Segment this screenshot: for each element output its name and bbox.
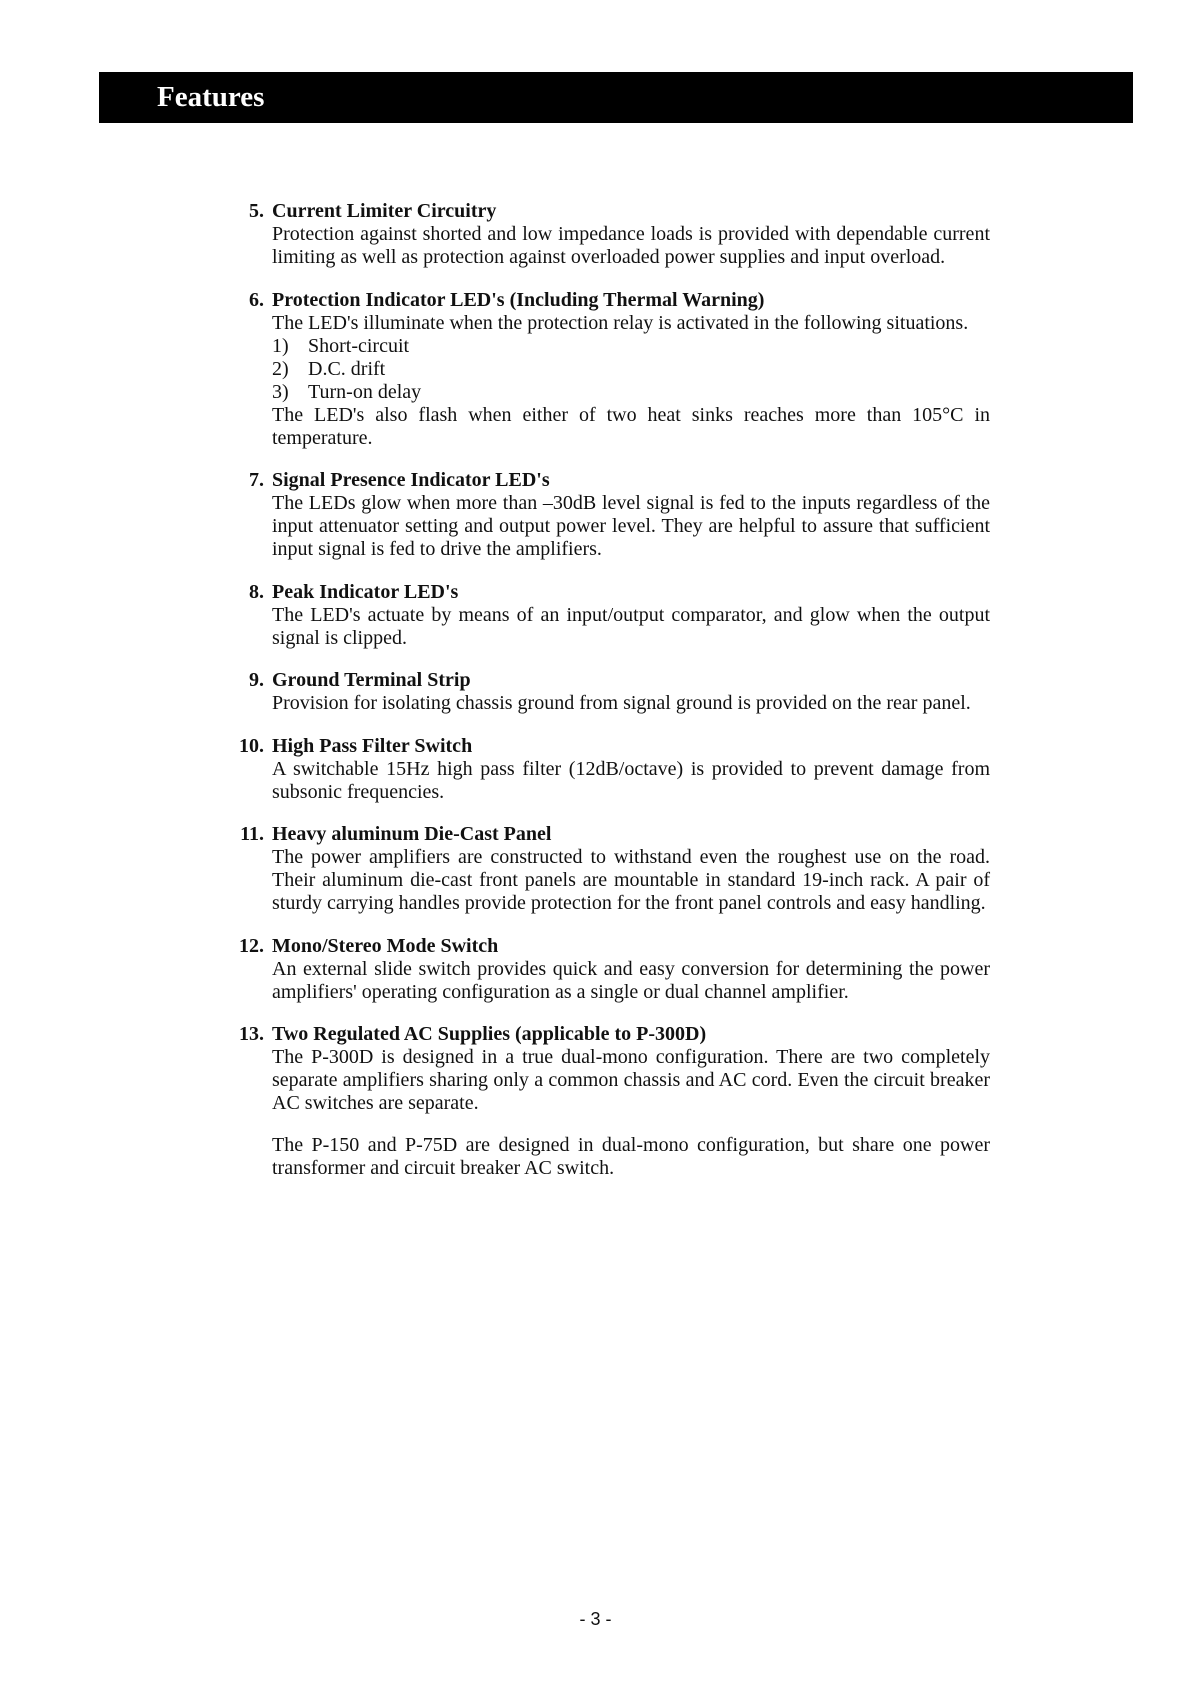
feature-item (230, 469, 990, 561)
feature-title: Ground Terminal Strip (272, 669, 471, 691)
feature-number: 7. (249, 469, 264, 491)
feature-description (272, 958, 990, 1004)
feature-description (272, 846, 990, 915)
section-title: Features (157, 81, 265, 113)
list-number: 3) (272, 380, 289, 403)
feature-description (272, 758, 990, 804)
list-number: 1) (272, 334, 289, 357)
feature-title: Current Limiter Circuitry (272, 200, 497, 222)
feature-heading (230, 469, 990, 492)
feature-heading (230, 735, 990, 758)
feature-number: 12. (239, 934, 264, 957)
situation-list-item (272, 335, 990, 358)
feature-title: Signal Presence Indicator LED's (272, 469, 550, 491)
section-header-bar (99, 72, 1133, 123)
list-text: Short-circuit (308, 334, 410, 357)
feature-description (272, 223, 990, 269)
feature-title: High Pass Filter Switch (272, 734, 473, 757)
feature-paragraph: The power amplifiers are constructed to withstand even the roughest use on the road. Their aluminum die-cast front panels are mountable in standard 19-inch rack. A pair of sturdy carrying handles provide protection for the front panel controls and easy handling. (272, 846, 990, 914)
feature-title: Mono/Stereo Mode Switch (272, 934, 499, 957)
feature-description (272, 312, 990, 450)
feature-list (230, 200, 990, 1200)
feature-number: 10. (239, 734, 264, 757)
page-number: - 3 - (579, 1609, 612, 1629)
feature-paragraph: The LEDs glow when more than –30dB level signal is fed to the inputs regardless of the input attenuator setting and output power level. They are helpful to assure that sufficient input signal is fed to drive the amplifiers. (272, 492, 990, 560)
list-text: Turn-on delay (308, 380, 422, 403)
feature-number: 9. (249, 669, 264, 691)
situation-list (272, 335, 990, 404)
feature-item (230, 935, 990, 1004)
feature-paragraph: A switchable 15Hz high pass filter (12dB/octave) is provided to prevent damage from subsonic frequencies. (272, 757, 990, 803)
feature-description (272, 604, 990, 650)
feature-paragraph: Protection against shorted and low impedance loads is provided with dependable current limiting as well as protection against overloaded power supplies and input overload. (272, 223, 990, 268)
situation-list-item (272, 358, 990, 381)
feature-paragraph: Provision for isolating chassis ground from signal ground is provided on the rear panel. (272, 692, 971, 714)
feature-item (230, 669, 990, 715)
feature-item (230, 823, 990, 915)
feature-item (230, 289, 990, 450)
feature-heading (230, 823, 990, 846)
feature-item (230, 735, 990, 804)
feature-number: 8. (249, 580, 264, 603)
feature-paragraph: The LED's also flash when either of two heat sinks reaches more than 105°C in temperature. (272, 403, 990, 449)
feature-heading (230, 1023, 990, 1046)
feature-paragraph: The P-300D is designed in a true dual-mono configuration. There are two completely separate amplifiers sharing only a common chassis and AC cord. Even the circuit breaker AC switches are separate. (272, 1046, 990, 1114)
feature-heading (230, 669, 990, 692)
feature-number: 11. (240, 823, 264, 845)
feature-heading (230, 581, 990, 604)
feature-paragraph: An external slide switch provides quick and easy conversion for determining the power amplifiers' operating configuration as a single or dual channel amplifier. (272, 957, 990, 1003)
feature-heading (230, 200, 990, 223)
feature-description (272, 692, 990, 715)
feature-item (230, 200, 990, 269)
feature-number: 6. (249, 288, 264, 311)
feature-description (272, 1046, 990, 1180)
feature-number: 5. (249, 200, 264, 222)
feature-item (230, 581, 990, 650)
feature-heading (230, 289, 990, 312)
feature-number: 13. (239, 1023, 264, 1045)
feature-description (272, 492, 990, 561)
situation-list-item (272, 381, 990, 404)
feature-paragraph: The LED's illuminate when the protection relay is activated in the following situations. (272, 311, 969, 334)
feature-title: Peak Indicator LED's (272, 580, 459, 603)
feature-title: Protection Indicator LED's (Including Thermal Warning) (272, 288, 765, 311)
list-number: 2) (272, 357, 289, 380)
feature-item (230, 1023, 990, 1180)
feature-paragraph: The LED's actuate by means of an input/output comparator, and glow when the output signal is clipped. (272, 603, 990, 649)
feature-title: Heavy aluminum Die-Cast Panel (272, 823, 552, 845)
feature-title: Two Regulated AC Supplies (applicable to P-300D) (272, 1023, 707, 1045)
feature-paragraph: The P-150 and P-75D are designed in dual-mono configuration, but share one power transformer and circuit breaker AC switch. (272, 1134, 990, 1179)
feature-heading (230, 935, 990, 958)
list-text: D.C. drift (308, 357, 386, 380)
